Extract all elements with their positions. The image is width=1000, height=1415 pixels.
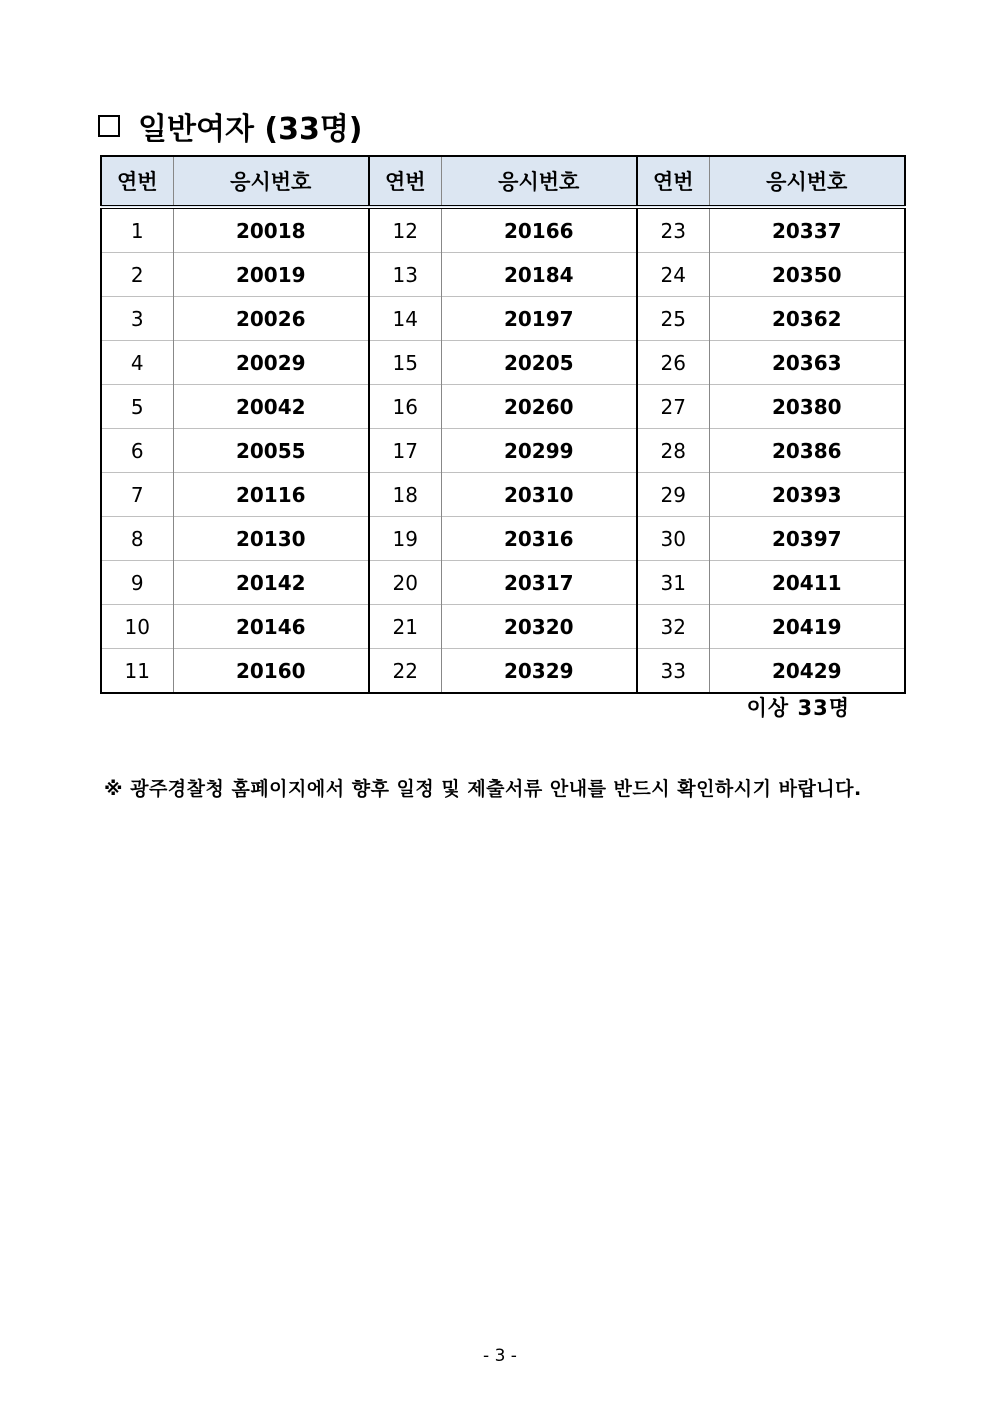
- table-row: [101, 649, 905, 694]
- notice-text: ※ 광주경찰청 홈페이지에서 향후 일정 및 제출서류 안내를 반드시 확인하시기 바랍니다.: [104, 778, 862, 800]
- table-row: [101, 517, 905, 561]
- serial-cell: 12: [369, 207, 441, 253]
- empty-square-icon: [98, 115, 120, 137]
- exam-number-cell: 20329: [441, 649, 637, 694]
- header-exam-number: 응시번호: [441, 156, 637, 207]
- exam-number-cell: 20018: [173, 207, 369, 253]
- exam-number-cell: 20166: [441, 207, 637, 253]
- table-row: [101, 341, 905, 385]
- total-count: 이상 33명: [746, 696, 850, 720]
- serial-cell: 28: [637, 429, 709, 473]
- exam-number-cell: 20320: [441, 605, 637, 649]
- serial-cell: 1: [101, 207, 173, 253]
- serial-cell: 25: [637, 297, 709, 341]
- serial-cell: 18: [369, 473, 441, 517]
- header-exam-number: 응시번호: [709, 156, 905, 207]
- serial-cell: 22: [369, 649, 441, 694]
- table-row: [101, 605, 905, 649]
- exam-number-cell: 20260: [441, 385, 637, 429]
- exam-number-cell: 20299: [441, 429, 637, 473]
- exam-number-cell: 20142: [173, 561, 369, 605]
- exam-number-cell: 20310: [441, 473, 637, 517]
- serial-cell: 4: [101, 341, 173, 385]
- exam-number-cell: 20386: [709, 429, 905, 473]
- page-number: - 3 -: [483, 1346, 517, 1366]
- table-row: [101, 207, 905, 253]
- exam-number-cell: 20397: [709, 517, 905, 561]
- serial-cell: 21: [369, 605, 441, 649]
- serial-cell: 2: [101, 253, 173, 297]
- serial-cell: 33: [637, 649, 709, 694]
- serial-cell: 31: [637, 561, 709, 605]
- serial-cell: 20: [369, 561, 441, 605]
- serial-cell: 5: [101, 385, 173, 429]
- header-serial: 연번: [637, 156, 709, 207]
- serial-cell: 9: [101, 561, 173, 605]
- exam-number-cell: 20317: [441, 561, 637, 605]
- serial-cell: 6: [101, 429, 173, 473]
- serial-cell: 17: [369, 429, 441, 473]
- applicant-table: [100, 155, 906, 694]
- serial-cell: 10: [101, 605, 173, 649]
- exam-number-cell: 20411: [709, 561, 905, 605]
- table-row: [101, 561, 905, 605]
- serial-cell: 7: [101, 473, 173, 517]
- exam-number-cell: 20042: [173, 385, 369, 429]
- exam-number-cell: 20197: [441, 297, 637, 341]
- exam-number-cell: 20316: [441, 517, 637, 561]
- header-serial: 연번: [101, 156, 173, 207]
- table-row: [101, 297, 905, 341]
- exam-number-cell: 20116: [173, 473, 369, 517]
- exam-number-cell: 20393: [709, 473, 905, 517]
- table-row: [101, 253, 905, 297]
- exam-number-cell: 20337: [709, 207, 905, 253]
- header-serial: 연번: [369, 156, 441, 207]
- exam-number-cell: 20205: [441, 341, 637, 385]
- header-exam-number: 응시번호: [173, 156, 369, 207]
- exam-number-cell: 20429: [709, 649, 905, 694]
- serial-cell: 30: [637, 517, 709, 561]
- serial-cell: 16: [369, 385, 441, 429]
- serial-cell: 14: [369, 297, 441, 341]
- serial-cell: 8: [101, 517, 173, 561]
- table-row: [101, 385, 905, 429]
- exam-number-cell: 20362: [709, 297, 905, 341]
- exam-number-cell: 20380: [709, 385, 905, 429]
- section-title-text: 일반여자 (33명): [138, 112, 363, 147]
- serial-cell: 26: [637, 341, 709, 385]
- serial-cell: 27: [637, 385, 709, 429]
- serial-cell: 29: [637, 473, 709, 517]
- serial-cell: 24: [637, 253, 709, 297]
- serial-cell: 13: [369, 253, 441, 297]
- serial-cell: 15: [369, 341, 441, 385]
- serial-cell: 32: [637, 605, 709, 649]
- table-header-row: [101, 156, 905, 207]
- serial-cell: 23: [637, 207, 709, 253]
- exam-number-cell: 20184: [441, 253, 637, 297]
- exam-number-cell: 20363: [709, 341, 905, 385]
- exam-number-cell: 20419: [709, 605, 905, 649]
- serial-cell: 11: [101, 649, 173, 694]
- exam-number-cell: 20146: [173, 605, 369, 649]
- table-row: [101, 473, 905, 517]
- exam-number-cell: 20026: [173, 297, 369, 341]
- exam-number-cell: 20130: [173, 517, 369, 561]
- table-row: [101, 429, 905, 473]
- section-title: [98, 106, 363, 146]
- serial-cell: 19: [369, 517, 441, 561]
- exam-number-cell: 20055: [173, 429, 369, 473]
- exam-number-cell: 20160: [173, 649, 369, 694]
- exam-number-cell: 20019: [173, 253, 369, 297]
- serial-cell: 3: [101, 297, 173, 341]
- exam-number-cell: 20029: [173, 341, 369, 385]
- exam-number-cell: 20350: [709, 253, 905, 297]
